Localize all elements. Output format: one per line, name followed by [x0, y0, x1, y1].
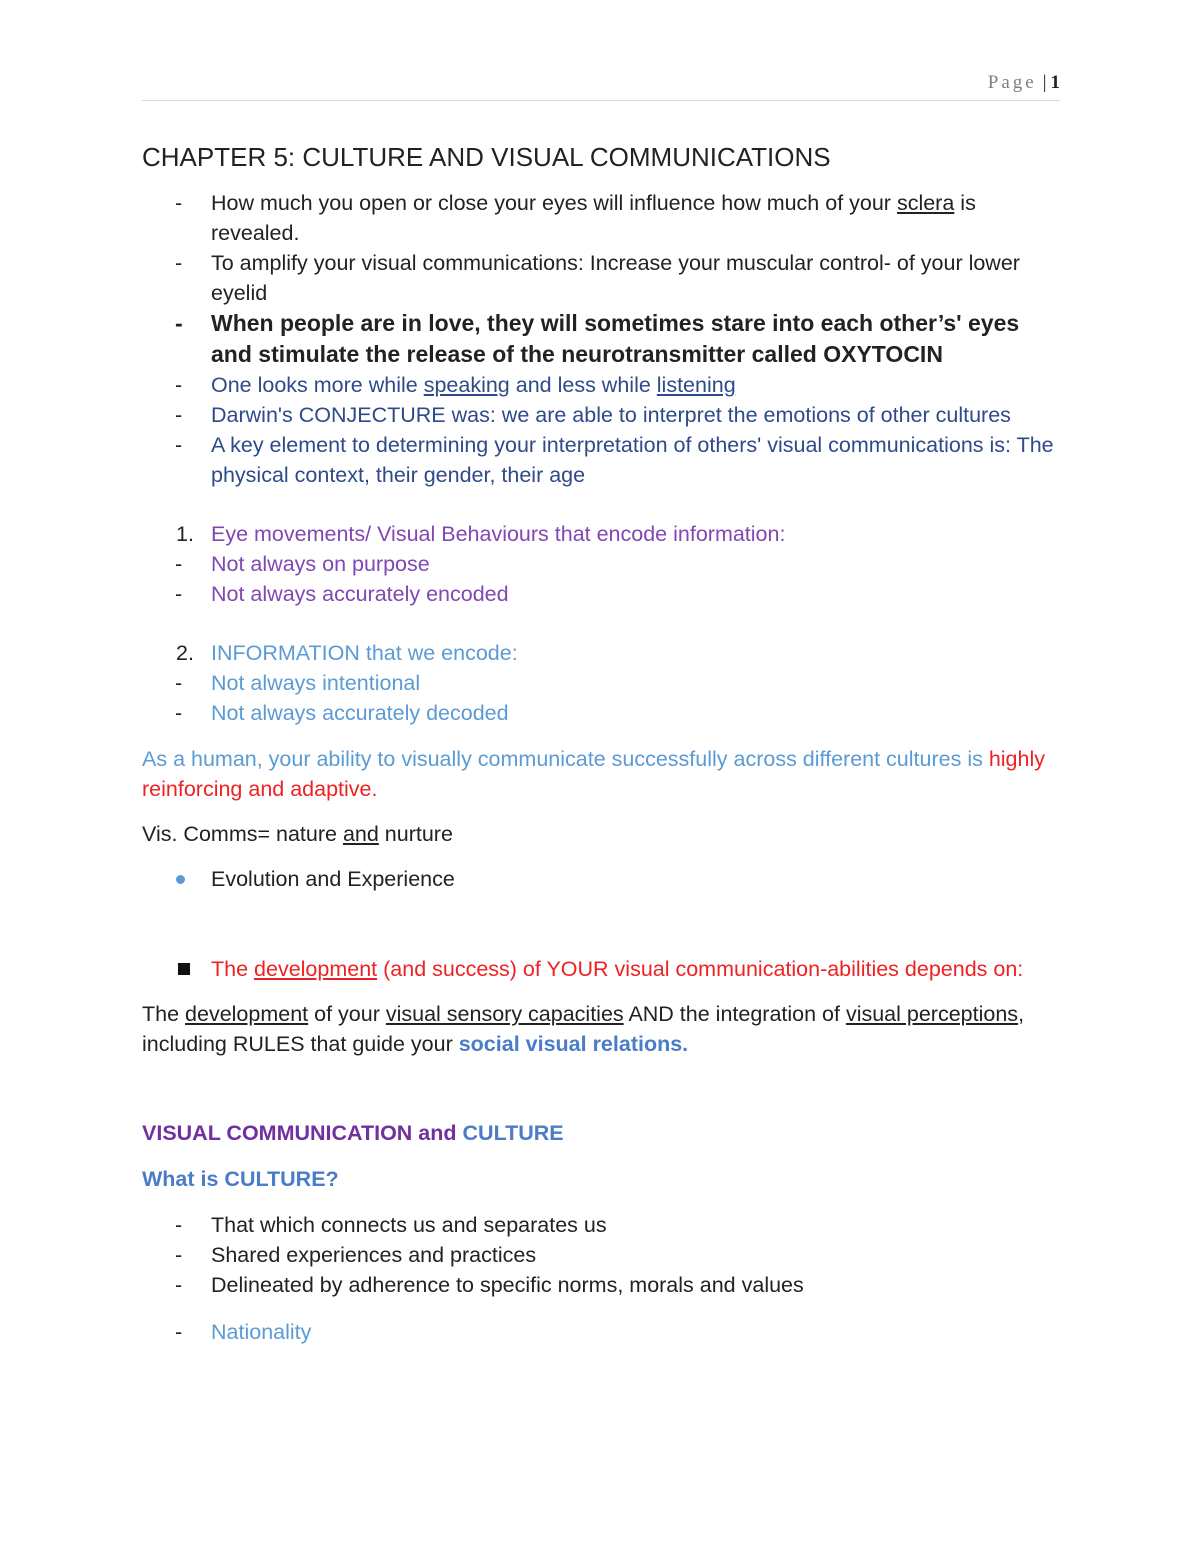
list-item: [142, 400, 1060, 430]
text: To amplify your visual communications: Increase your muscular control- of your lower eyelid: [211, 251, 1020, 305]
text: The: [211, 957, 255, 981]
text: As a human, your ability to visually communicate successfully across different cultures is: [142, 747, 989, 771]
list-number: 2.: [176, 641, 194, 665]
text: Vis. Comms= nature: [142, 822, 343, 846]
list-item: [142, 188, 1060, 248]
section-heading: [142, 1118, 1060, 1148]
page-label: Page: [987, 72, 1037, 93]
text: Not always accurately encoded: [211, 582, 509, 606]
list-item: [142, 668, 1060, 698]
list-item: [142, 370, 1060, 400]
underlined-term: visual perceptions: [845, 1002, 1019, 1026]
text: INFORMATION that we encode:: [211, 641, 518, 665]
chapter-title: CHAPTER 5: CULTURE AND VISUAL COMMUNICATIONS: [142, 142, 831, 172]
section1-list: [142, 549, 1060, 609]
list-item: [142, 549, 1060, 579]
heading-text: VISUAL COMMUNICATION and: [142, 1121, 463, 1145]
dash-marker: -: [175, 671, 183, 695]
paragraph-nature-nurture: [142, 819, 1060, 849]
text: Delineated by adherence to specific norms, morals and values: [211, 1273, 804, 1297]
underlined-term: visual sensory capacities: [385, 1002, 624, 1026]
page-header: [142, 72, 1060, 101]
text: That which connects us and separates us: [211, 1213, 607, 1237]
text: AND the integration of: [623, 1002, 846, 1026]
list-item: [142, 1210, 1060, 1240]
text: Nationality: [211, 1320, 312, 1344]
dash-marker: -: [175, 403, 183, 427]
underlined-term: sclera: [896, 191, 955, 215]
dash-marker: -: [175, 1213, 183, 1237]
dash-marker: -: [175, 191, 183, 215]
text: and less while: [509, 373, 657, 397]
text: Darwin's CONJECTURE was: we are able to interpret the emotions of other cultures: [211, 403, 1011, 427]
list-item: [142, 1317, 1060, 1347]
text: Not always accurately decoded: [211, 701, 509, 725]
text: , including RULES that guide your: [142, 1002, 1025, 1056]
list-item: [142, 579, 1060, 609]
dash-marker: -: [175, 552, 183, 576]
square-bullet-icon: [178, 963, 190, 975]
text: Evolution and Experience: [211, 867, 455, 891]
text: How much you open or close your eyes will influence how much of your: [211, 191, 897, 215]
bullet-item: [142, 954, 1060, 984]
page-separator: |: [1042, 72, 1047, 93]
list-number: 1.: [176, 522, 194, 546]
list-item: [142, 430, 1060, 490]
text: is revealed.: [211, 191, 976, 245]
dash-marker: -: [175, 1320, 183, 1344]
dash-marker: -: [175, 433, 183, 457]
text: One looks more while: [211, 373, 424, 397]
underlined-term: listening: [656, 373, 736, 397]
paragraph-adaptive: [142, 744, 1060, 804]
text: (and success) of YOUR visual communication-abilities depends on:: [377, 957, 1024, 981]
list-item: [142, 308, 1060, 370]
text: A key element to determining your interpretation of others' visual communications is: The physical context, their gender, their age: [211, 433, 1054, 487]
underlined-term: development: [254, 957, 378, 981]
subheading: What is CULTURE?: [142, 1167, 339, 1191]
text: When people are in love, they will sometimes stare into each other’s' eyes and stimulate the release of the neurotransmitter called OXYTOCIN: [211, 310, 1020, 367]
highlight-text: highly reinforcing and adaptive.: [142, 747, 1046, 801]
list-item: [142, 248, 1060, 308]
dash-marker: -: [175, 582, 183, 606]
list-item: [142, 1240, 1060, 1270]
list-item: [142, 1270, 1060, 1300]
dash-marker: -: [175, 310, 183, 336]
text: The: [142, 1002, 186, 1026]
dash-marker: -: [175, 1243, 183, 1267]
culture-list: [142, 1210, 1060, 1347]
numbered-item-1: [142, 519, 1060, 549]
intro-list: [142, 188, 1060, 490]
document-body: [142, 140, 1060, 1347]
dash-marker: -: [175, 1273, 183, 1297]
bullet-item: [142, 864, 1060, 894]
dash-marker: -: [175, 373, 183, 397]
underlined-term: development: [185, 1002, 309, 1026]
dash-marker: -: [175, 701, 183, 725]
heading-text: CULTURE: [462, 1121, 564, 1145]
bullet-dot-icon: [176, 875, 185, 884]
numbered-item-2: [142, 638, 1060, 668]
text: nurture: [378, 822, 453, 846]
page-number: 1: [1050, 72, 1060, 93]
text: Shared experiences and practices: [211, 1243, 537, 1267]
underlined-term: and: [342, 822, 379, 846]
text: of your: [308, 1002, 386, 1026]
text: Not always on purpose: [211, 552, 430, 576]
underlined-term: speaking: [423, 373, 510, 397]
paragraph-development: [142, 999, 1060, 1059]
text: Not always intentional: [211, 671, 421, 695]
section2-list: [142, 668, 1060, 728]
text: Eye movements/ Visual Behaviours that encode information:: [211, 522, 786, 546]
highlight-text: social visual relations.: [458, 1032, 689, 1056]
dash-marker: -: [175, 251, 183, 275]
list-item: [142, 698, 1060, 728]
